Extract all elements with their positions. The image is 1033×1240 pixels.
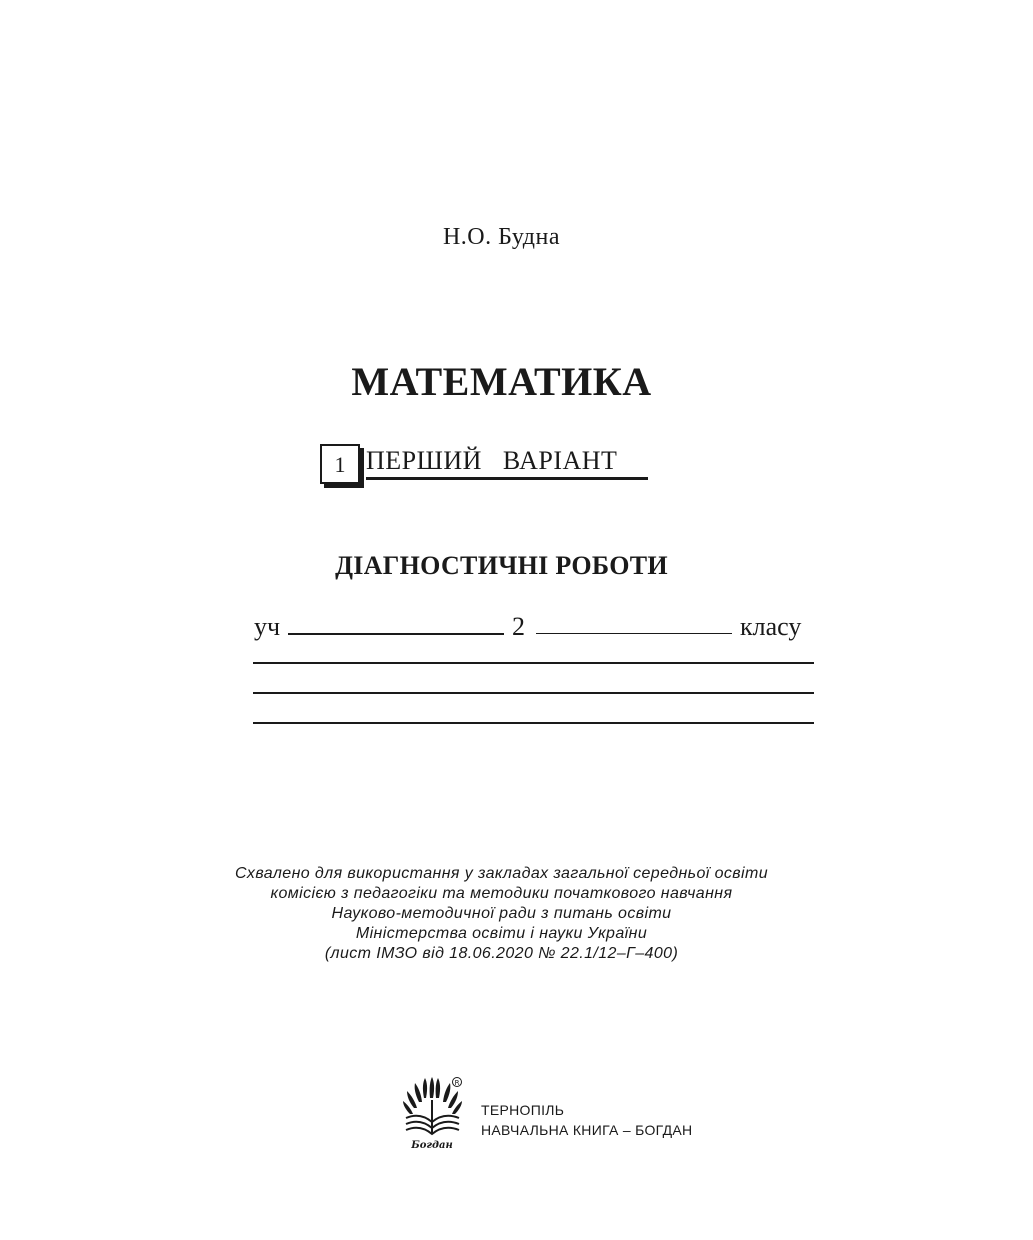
svg-text:R: R [454,1079,460,1087]
publisher-name: НАВЧАЛЬНА КНИГА – БОГДАН [481,1122,693,1138]
blank-fill-line [253,662,814,664]
variant-block [320,442,660,490]
student-name-blank [288,633,504,635]
approval-line: Схвалено для використання у закладах загальної середньої освіти [234,865,769,882]
blank-fill-line [253,722,814,724]
grade-number: 2 [512,612,525,641]
approval-notice [0,864,1003,964]
book-tree-logo-icon [402,1076,464,1154]
variant-number-box: 1 [320,444,360,484]
subject-title: МАТЕМАТИКА [351,359,652,404]
approval-line: Науково-методичної ради з питань освіти [331,905,672,922]
student-class-line [254,612,814,646]
author-name: Н.О. Будна [442,224,561,250]
publisher-city: ТЕРНОПІЛЬ [481,1102,565,1118]
approval-line: (лист ІМЗО від 18.06.2020 № 22.1/12–Г–400) [324,945,679,962]
variant-label: ПЕРШИЙ ВАРІАНТ [366,446,648,480]
publisher-info [481,1100,692,1140]
blank-fill-line [253,692,814,694]
logo-wordmark: Богдан [411,1140,453,1151]
approval-line: комісією з педагогіки та методики початкового навчання [270,885,733,902]
approval-line: Міністерства освіти і науки України [355,925,648,942]
class-letter-blank [536,633,732,634]
student-prefix: уч [254,612,281,641]
document-type-heading: ДІАГНОСТИЧНІ РОБОТИ [335,551,668,580]
class-suffix: класу [740,612,802,641]
